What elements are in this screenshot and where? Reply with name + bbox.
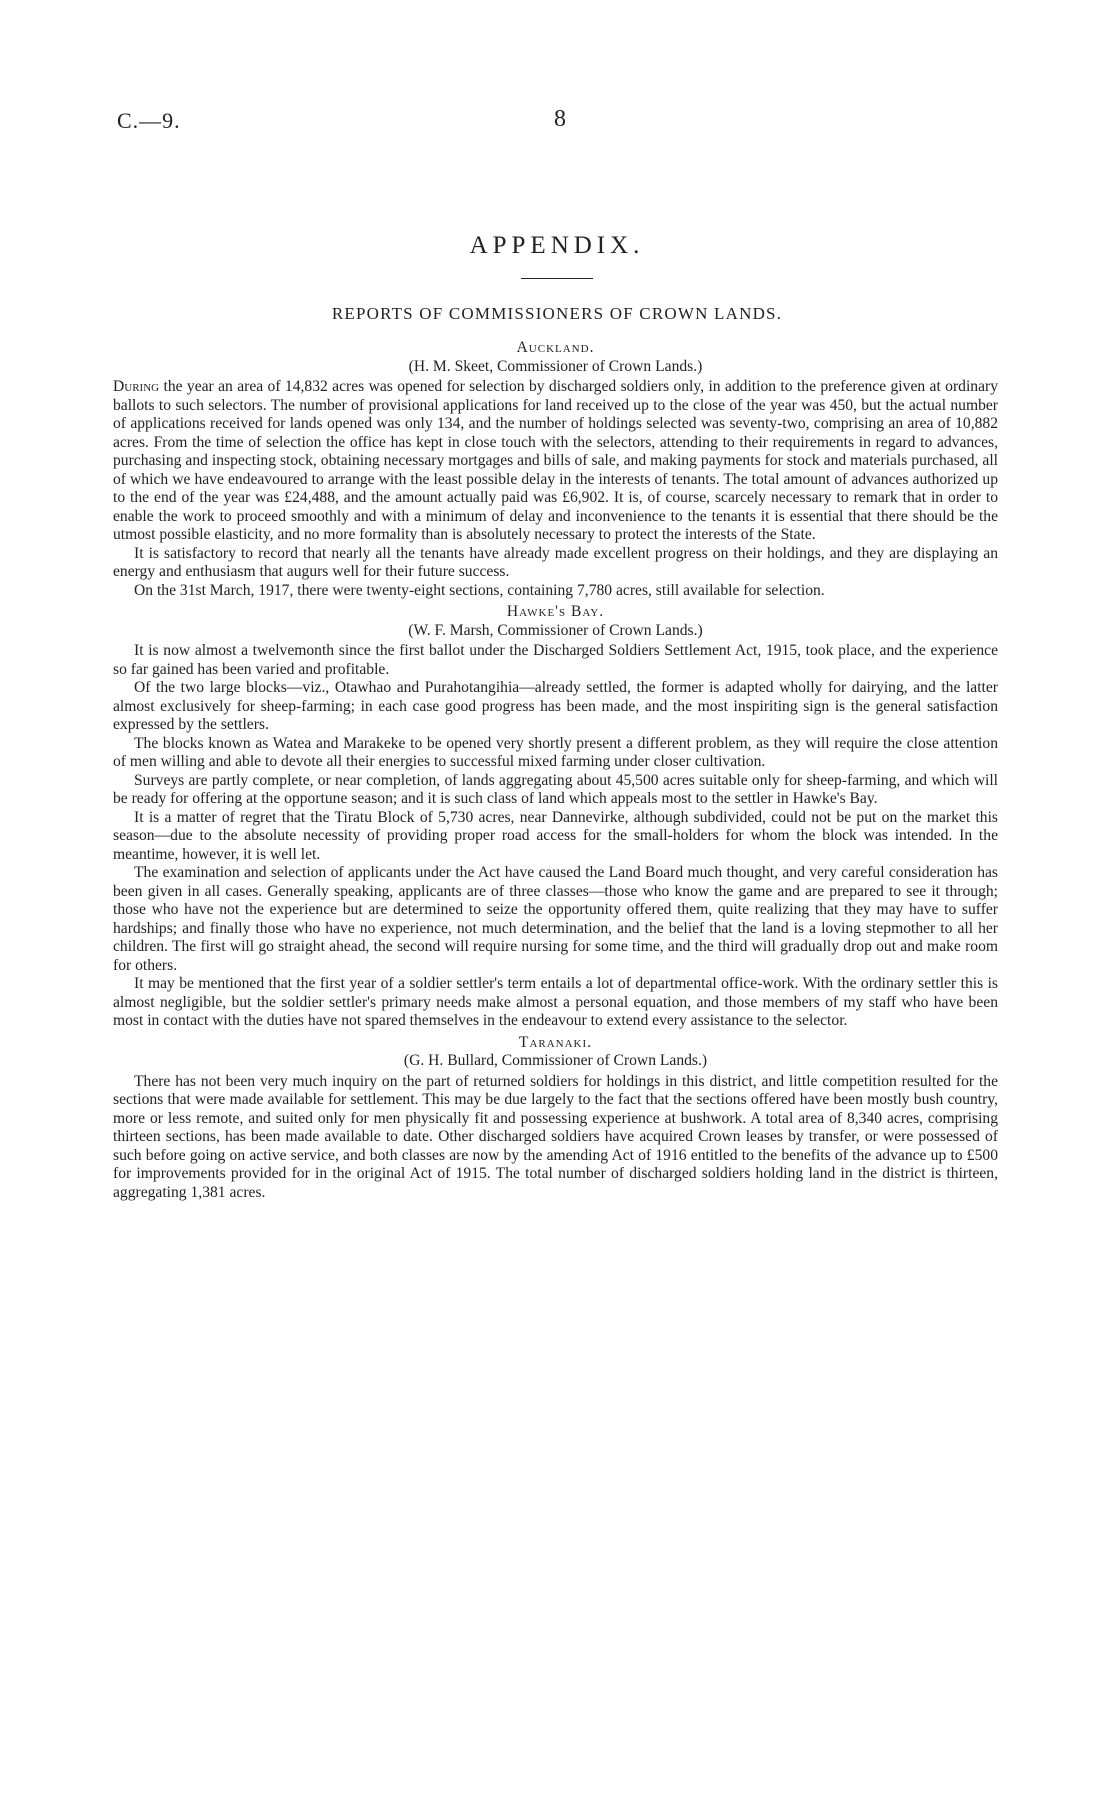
- paragraph: There has not been very much inquiry on the part of returned soldiers for holdings in this district, and little competition resulted for the sections that were made available for settlement. This may be due largely to the fact that the sections offered have been mostly bush country, more or less remote, and suited only for men physically fit and possessing experience at bushwork. A total area of 8,340 acres, comprising thirteen sections, has been made available to date. Other discharged soldiers have acquired Crown leases by transfer, or were possessed of such before going on active service, and both classes are now by the amending Act of 1916 entitled to the benefits of the advance up to £500 for improvements provided for in the original Act of 1915. The total number of discharged soldiers holding land in the district is thirteen, aggregating 1,381 acres.: [113, 1072, 998, 1201]
- page-number: 8: [554, 106, 566, 132]
- section-heading: Taranaki.: [518, 1033, 593, 1051]
- report-body: [113, 336, 998, 1202]
- section-byline: (H. M. Skeet, Commissioner of Crown Lands.): [408, 357, 703, 375]
- section-hawkes-bay: [113, 603, 998, 1031]
- paragraph: It is a matter of regret that the Tiratu Block of 5,730 acres, near Dannevirke, although subdivided, could not be put on the market this season—due to the absolute necessity of providing proper road access for the small-holders for whom the block was intended. In the meantime, however, it is well let.: [113, 808, 998, 863]
- page-subtitle: REPORTS OF COMMISSIONERS OF CROWN LANDS.: [331, 304, 783, 323]
- page-title: APPENDIX.: [469, 232, 645, 259]
- paragraph: It is satisfactory to record that nearly all the tenants have already made excellent progress on their holdings, and they are displaying an energy and enthusiasm that augurs well for their future success.: [113, 544, 998, 580]
- paragraph: It is now almost a twelvemonth since the first ballot under the Discharged Soldiers Settlement Act, 1915, took place, and the experience so far gained has been varied and profitable.: [113, 642, 998, 678]
- section-taranaki: [113, 1034, 998, 1203]
- document-reference: C.—9.: [117, 108, 181, 133]
- section-heading: Auckland.: [516, 339, 595, 356]
- lead-word: During: [113, 378, 160, 395]
- paragraph-text: the year an area of 14,832 acres was opened for selection by discharged soldiers only, in addition to the preference given at ordinary ballots to such selectors. The number of provisional applications for land received up to the close of the year was 450, but the actual number of applications received for lands opened was only 134, and the number of holdings selected was seventy-two, comprising an area of 10,882 acres. From the time of selection the office has kept in close touch with the selectors, attending to their requirements in regard to advances, purchasing and inspecting stock, obtaining necessary mortgages and bills of sale, and making payments for stock and materials purchased, all of which we have endeavoured to arrange with the least possible delay in the interests of tenants. The total amount of advances authorized up to the end of the year was £24,488, and the amount actually paid was £6,902. It is, of course, scarcely necessary to remark that in order to enable the work to proceed smoothly and with a minimum of delay and inconvenience to the tenants it is essential that there should be the utmost possible elasticity, and no more formality than is absolutely necessary to protect the interests of the State.: [113, 378, 998, 543]
- paragraph: Surveys are partly complete, or near completion, of lands aggregating about 45,500 acres suitable only for sheep-farming, and which will be ready for offering at the opportune season; and it is such class of land which appeals most to the settler in Hawke's Bay.: [113, 771, 998, 807]
- paragraph: Of the two large blocks—viz., Otawhao and Purahotangihia—already settled, the former is adapted wholly for dairying, and the latter almost exclusively for sheep-farming; in each case good progress has been made, and the most inspiriting sign is the general satisfaction expressed by the settlers.: [113, 679, 998, 733]
- section-byline: (W. F. Marsh, Commissioner of Crown Lands.): [408, 621, 703, 639]
- paragraph: On the 31st March, 1917, there were twenty-eight sections, containing 7,780 acres, still available for selection.: [134, 581, 825, 599]
- paragraph: The blocks known as Watea and Marakeke to be opened very shortly present a different problem, as they will require the close attention of men willing and able to devote all their energies to successful mixed farming under closer cultivation.: [113, 734, 998, 770]
- paragraph: The examination and selection of applicants under the Act have caused the Land Board much thought, and very careful consideration has been given in all cases. Generally speaking, applicants are of three classes—those who know the game and are prepared to see it through; those who have not the experience but are determined to seize the opportunity offered them, quite realizing that they may have to suffer hardships; and finally those who have no experience, not much determination, and the belief that the land is a loving stepmother to all her children. The first will go straight ahead, the second will require nursing for some time, and the third will gradually drop out and make room for others.: [113, 864, 998, 974]
- section-byline: (G. H. Bullard, Commissioner of Crown Lands.): [403, 1052, 708, 1069]
- paragraph: It may be mentioned that the first year of a soldier settler's term entails a lot of departmental office-work. With the ordinary settler this is almost negligible, but the soldier settler's primary needs make almost a personal equation, and those members of my staff who have been most in contact with the duties have not spared themselves in the endeavour to extend every assistance to the selector.: [113, 975, 998, 1029]
- paragraph: [113, 378, 998, 545]
- section-auckland: [113, 339, 998, 600]
- section-heading: Hawke's Bay.: [506, 603, 605, 620]
- title-rule: [521, 278, 593, 279]
